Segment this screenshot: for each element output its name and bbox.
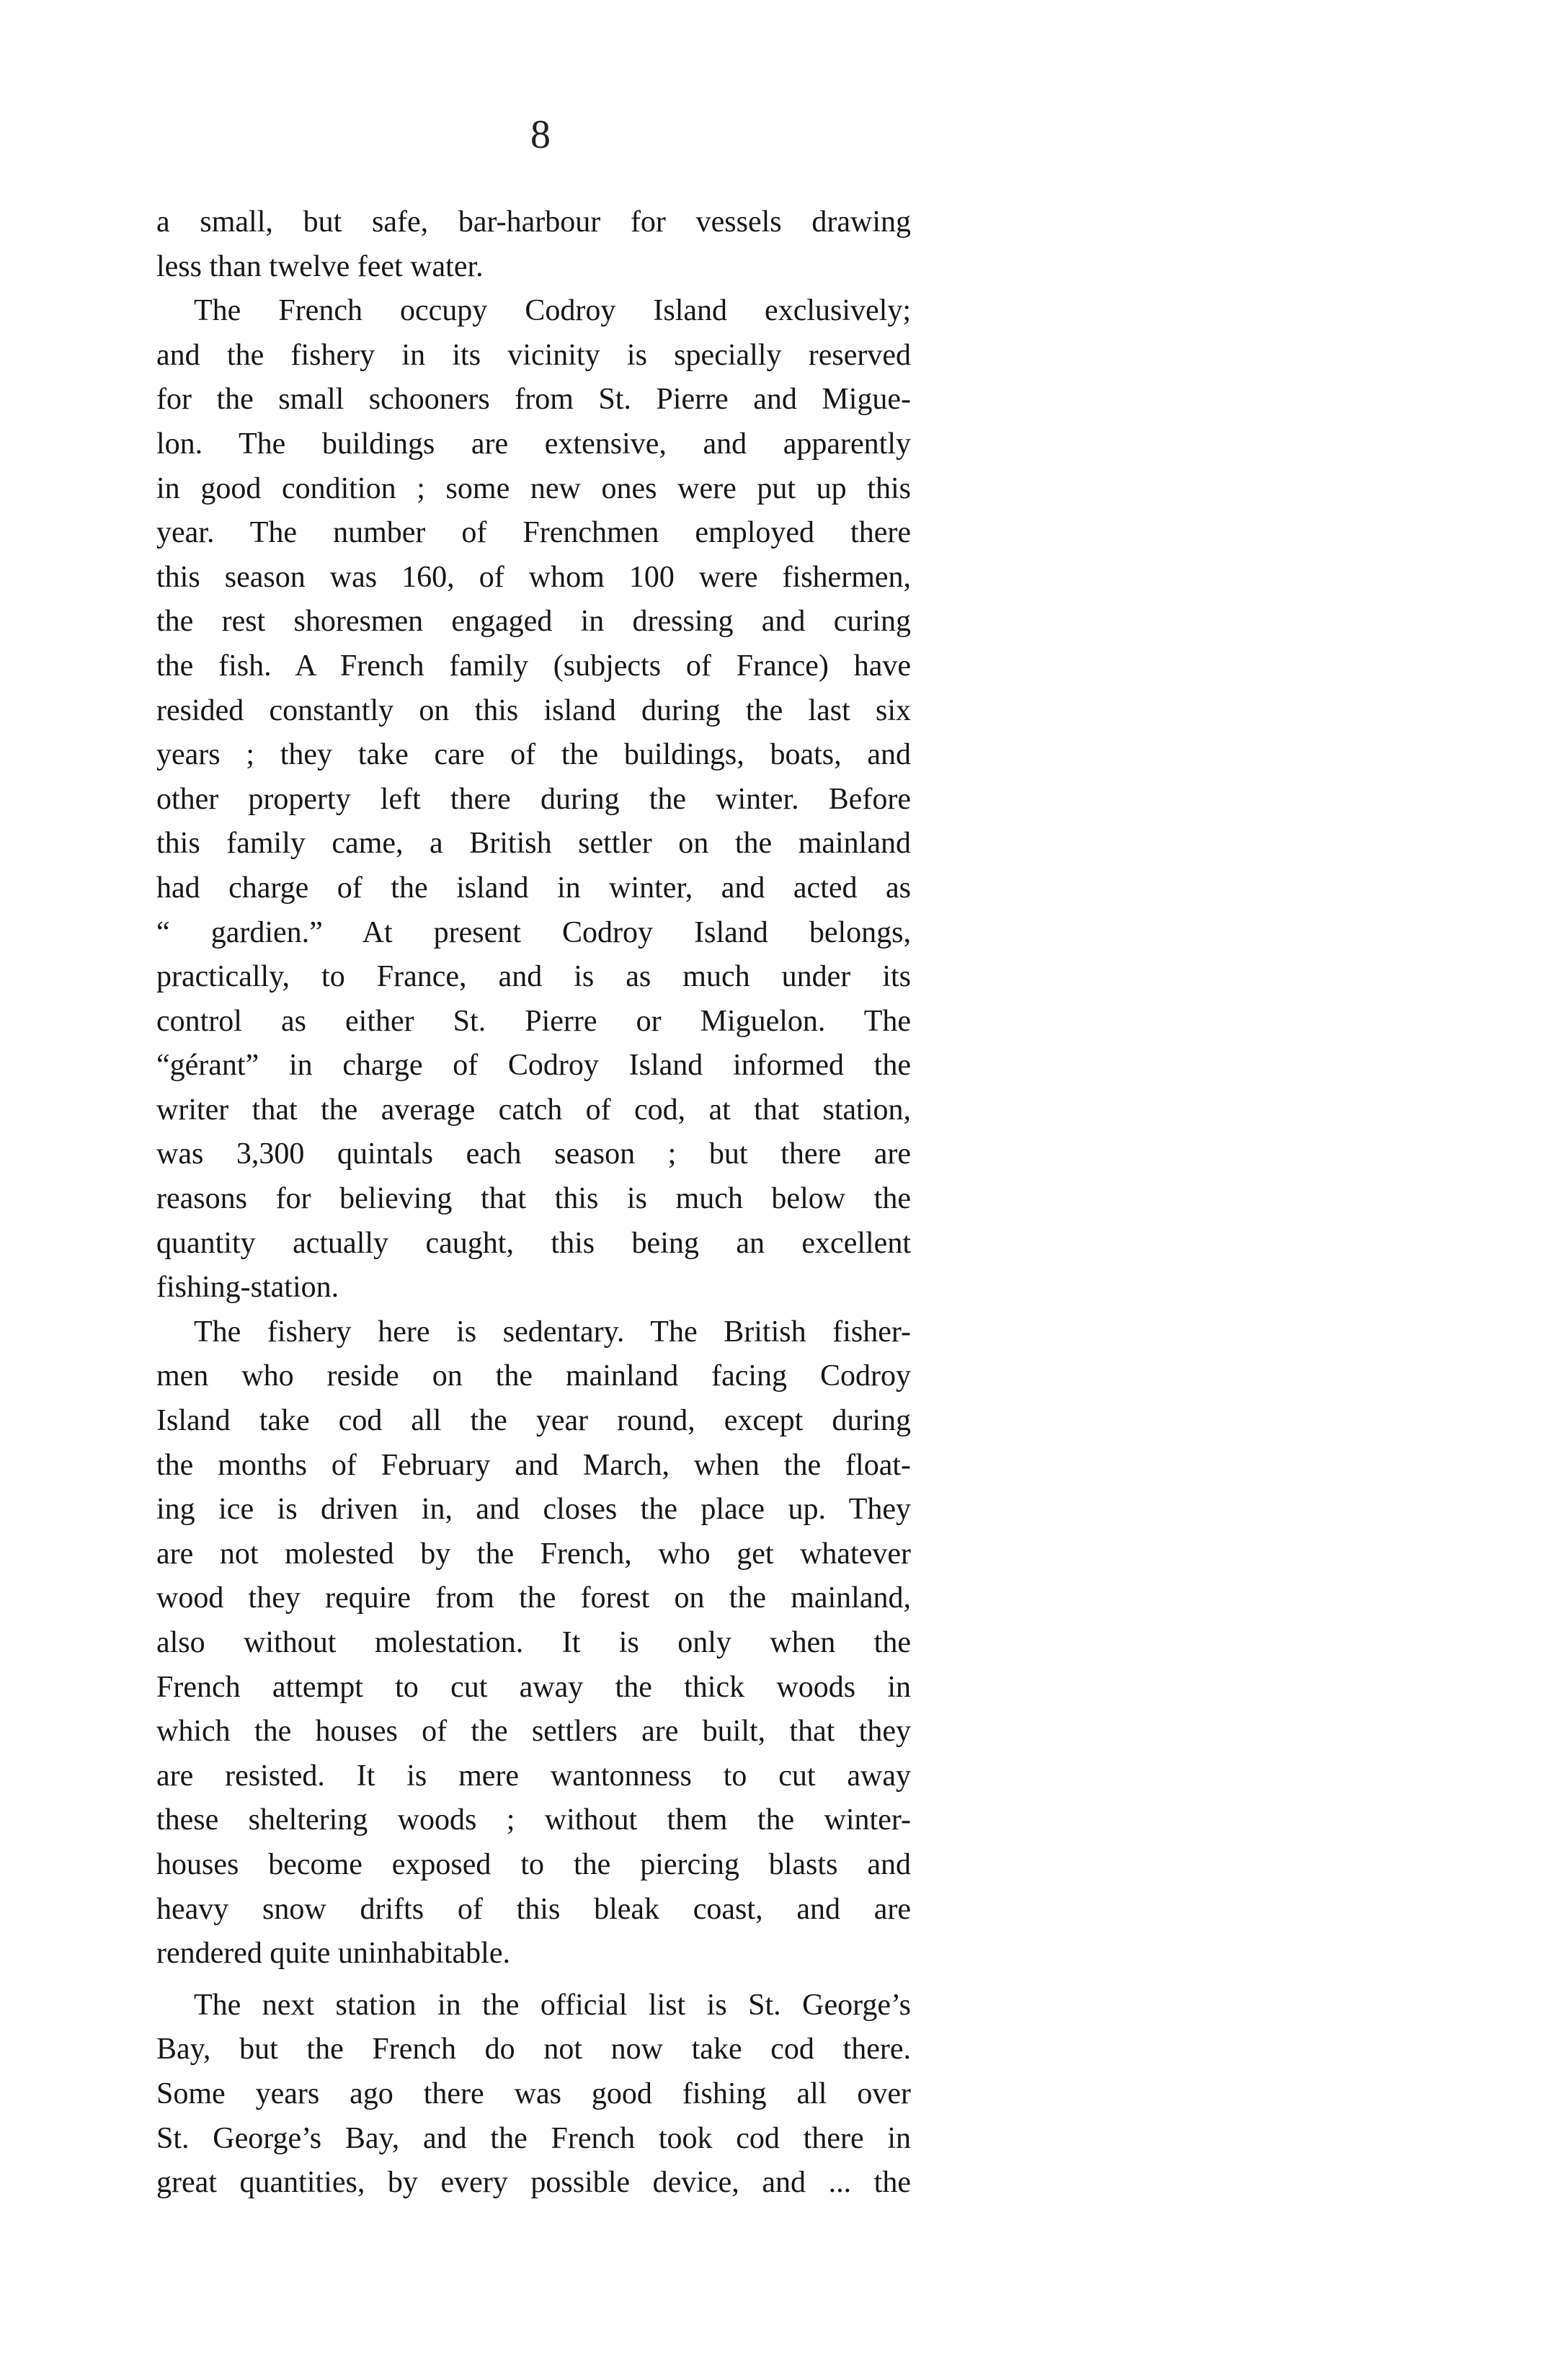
text-line: Island take cod all the year round, except during xyxy=(156,1404,911,1438)
text-line: control as either St. Pierre or Miguelon. The xyxy=(156,1004,911,1038)
text-line: houses become exposed to the piercing blasts and xyxy=(156,1847,911,1881)
text-line: writer that the average catch of cod, at that station, xyxy=(156,1093,911,1127)
text-line: also without molestation. It is only when the xyxy=(156,1626,911,1659)
text-line: ing ice is driven in, and closes the place up. They xyxy=(156,1493,911,1527)
paragraph-gap xyxy=(156,1976,911,1984)
text-line: resided constantly on this island during the last six xyxy=(156,693,911,727)
paragraph-4 xyxy=(156,1984,911,2206)
text-line: years ; they take care of the buildings, boats, and xyxy=(156,738,911,772)
text-line: this family came, a British settler on the mainland xyxy=(156,827,911,861)
text-line: practically, to France, and is as much under its xyxy=(156,960,911,994)
text-line: was 3,300 quintals each season ; but there are xyxy=(156,1137,911,1171)
text-line: quantity actually caught, this being an excellent xyxy=(156,1226,911,1260)
text-line: lon. The buildings are extensive, and apparently xyxy=(156,427,911,461)
page-number: 8 xyxy=(530,112,551,157)
text-line: are not molested by the French, who get whatever xyxy=(156,1537,911,1571)
text-line: a small, but safe, bar-harbour for vessels drawing xyxy=(156,205,911,239)
text-line: Some years ago there was good fishing all over xyxy=(156,2077,911,2110)
text-line: “gérant” in charge of Codroy Island informed the xyxy=(156,1049,911,1083)
text-line: “ gardien.” At present Codroy Island belongs, xyxy=(156,915,911,949)
text-line: rendered quite uninhabitable. xyxy=(156,1937,510,1971)
text-line: fishing-station. xyxy=(156,1271,339,1305)
text-line: and the fishery in its vicinity is specially reserved xyxy=(156,338,911,372)
text-line: wood they require from the forest on the mainland, xyxy=(156,1581,911,1615)
text-line: The next station in the official list is St. George’s xyxy=(194,1988,911,2022)
text-line: Bay, but the French do not now take cod there. xyxy=(156,2033,911,2066)
paragraph-3 xyxy=(156,1310,911,1976)
text-line: men who reside on the mainland facing Codroy xyxy=(156,1359,911,1393)
text-line: are resisted. It is mere wantonness to cut away xyxy=(156,1759,911,1793)
text-line: The French occupy Codroy Island exclusively; xyxy=(194,294,911,328)
paragraph-2 xyxy=(156,289,911,1310)
text-line: other property left there during the winter. Before xyxy=(156,782,911,816)
text-line: this season was 160, of whom 100 were fishermen, xyxy=(156,560,911,594)
text-line: for the small schooners from St. Pierre and Migue- xyxy=(156,383,911,417)
paragraph-1 xyxy=(156,200,911,289)
text-line: which the houses of the settlers are built, that they xyxy=(156,1715,911,1749)
text-line: in good condition ; some new ones were put up this xyxy=(156,471,911,505)
text-line: reasons for believing that this is much below the xyxy=(156,1182,911,1216)
text-line: heavy snow drifts of this bleak coast, and are xyxy=(156,1892,911,1926)
text-line: The fishery here is sedentary. The British fisher- xyxy=(194,1315,911,1349)
text-column xyxy=(156,200,911,2206)
text-line: year. The number of Frenchmen employed there xyxy=(156,516,911,550)
text-line: the rest shoresmen engaged in dressing and curing xyxy=(156,605,911,639)
text-line: St. George’s Bay, and the French took cod there in xyxy=(156,2121,911,2155)
text-line: these sheltering woods ; without them the winter- xyxy=(156,1803,911,1837)
text-line: great quantities, by every possible device, and ... the xyxy=(156,2166,911,2200)
text-line: French attempt to cut away the thick woods in xyxy=(156,1670,911,1704)
text-line: had charge of the island in winter, and acted as xyxy=(156,871,911,905)
text-line: the fish. A French family (subjects of France) have xyxy=(156,649,911,683)
text-line: less than twelve feet water. xyxy=(156,249,484,283)
text-line: the months of February and March, when the float- xyxy=(156,1448,911,1482)
